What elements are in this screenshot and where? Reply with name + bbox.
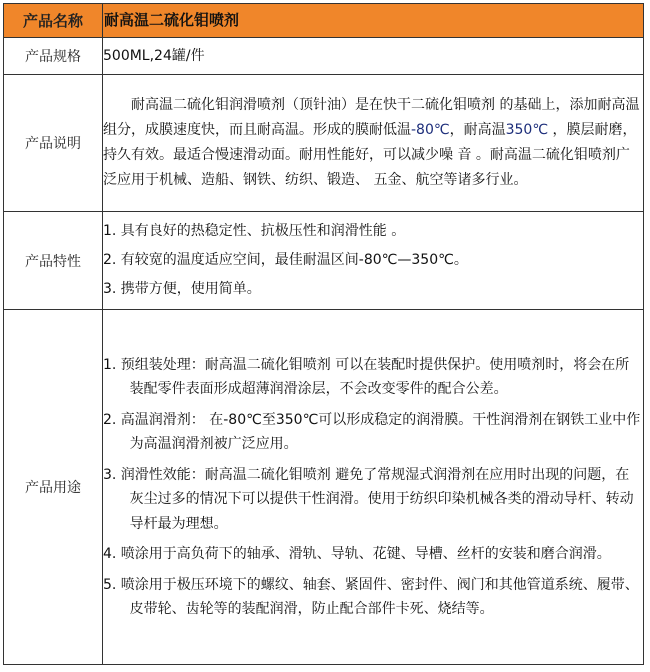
product-spec-label: 产品规格 (4, 38, 103, 75)
use-item: 2. 高温润滑剂： 在-80℃至350℃可以形成稳定的润滑膜。干性润滑剂在钢铁工业中作为高温润滑剂被广泛应用。 (103, 411, 641, 452)
feature-item: 2. 有较宽的温度适应空间，最佳耐温区间-80℃—350℃。 (103, 252, 468, 268)
product-spec-table (3, 3, 644, 665)
use-item: 4. 喷涂用于高负荷下的轴承、滑轨、导轨、花键、导槽、丝杆的安装和磨合润滑。 (103, 546, 611, 562)
product-uses-row (4, 310, 644, 665)
product-description-row (4, 75, 644, 212)
use-item: 3. 润滑性效能：耐高温二硫化钼喷剂 避免了常规湿式润滑剂在应用时出现的问题，在灰尘过多的情况下可以提供干性润滑。使用于纺织印染机械各类的滑动导杆、转动导杆最为理想。 (103, 466, 634, 532)
product-description-text (103, 93, 643, 193)
product-spec-value: 500ML,24罐/件 (103, 38, 644, 75)
description-part-1: 耐高温二硫化钼润滑喷剂（顶针油）是在快干二硫化钼喷剂 的基础上，添加耐高温组分，成膜速度快，而且耐高温。形成的膜耐低温 (103, 97, 640, 138)
description-part-3: ，膜层耐磨，持久有效。最适合慢速滑动面。耐用性能好，可以减少噪 音 。耐高温二硫化钼喷剂广泛应用于机械、造船、钢铁、纺织、锻造、 五金、航空等诸多行业。 (103, 122, 637, 188)
use-item: 5. 喷涂用于极压环境下的螺纹、轴套、紧固件、密封件、阀门和其他管道系统、履带、皮带轮、齿轮等的装配润滑，防止配合部件卡死、烧结等。 (103, 576, 639, 617)
use-item: 1. 预组装处理：耐高温二硫化钼喷剂 可以在装配时提供保护。使用喷剂时，将会在所装配零件表面形成超薄润滑涂层，不会改变零件的配合公差。 (103, 356, 630, 397)
feature-item: 3. 携带方便，使用简单。 (103, 281, 261, 297)
product-features-row (4, 212, 644, 310)
product-description-value (103, 75, 644, 212)
product-features-list (103, 212, 644, 310)
product-description-label: 产品说明 (4, 75, 103, 212)
product-name-row (4, 4, 644, 38)
product-name-label: 产品名称 (4, 4, 103, 38)
high-temp-value: 350℃ (505, 122, 549, 138)
product-features-label: 产品特性 (4, 212, 103, 310)
low-temp-value: -80℃ (411, 122, 450, 138)
product-uses-list (103, 310, 644, 665)
description-part-2: ，耐高温 (449, 122, 506, 138)
product-spec-row (4, 38, 644, 75)
feature-item: 1. 具有良好的热稳定性、抗极压性和润滑性能 。 (103, 223, 406, 239)
product-name-value: 耐高温二硫化钼喷剂 (103, 4, 644, 38)
product-uses-label: 产品用途 (4, 310, 103, 665)
